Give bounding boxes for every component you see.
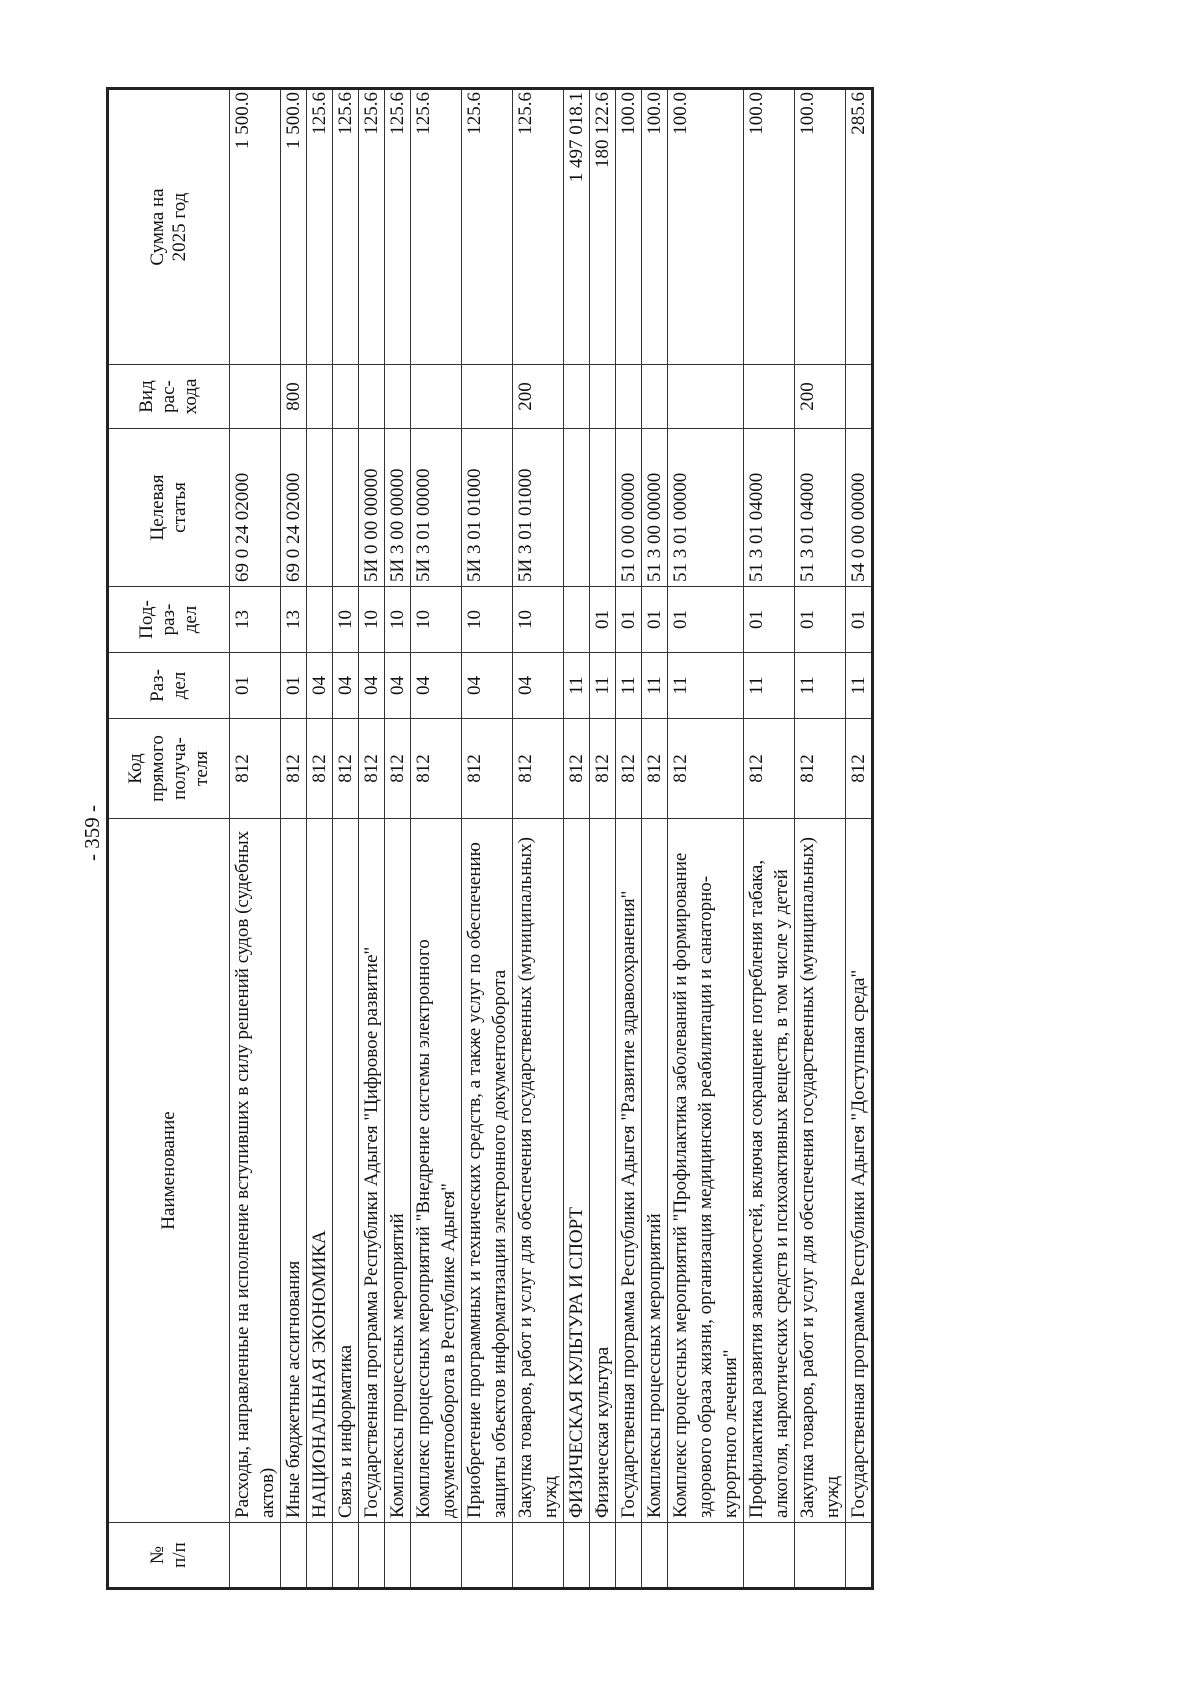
cell-num (795, 1523, 846, 1589)
cell-recipient-code: 812 (564, 719, 590, 819)
cell-recipient-code: 812 (642, 719, 668, 819)
cell-section: 04 (307, 653, 333, 719)
cell-target-article: 54 0 00 00000 (846, 429, 873, 587)
header-num: № п/п (108, 1523, 230, 1589)
table-row (462, 89, 513, 1589)
cell-name: Государственная программа Республики Адыгея "Развитие здравоохранения" (616, 819, 642, 1523)
cell-expense-type (307, 365, 333, 429)
cell-target-article (307, 429, 333, 587)
table-row (513, 89, 564, 1589)
cell-subsection: 10 (462, 587, 513, 653)
cell-recipient-code: 812 (230, 719, 281, 819)
cell-target-article: 51 3 01 04000 (795, 429, 846, 587)
cell-expense-type (385, 365, 411, 429)
cell-recipient-code: 812 (281, 719, 307, 819)
cell-num (281, 1523, 307, 1589)
cell-target-article: 5И 3 01 01000 (513, 429, 564, 587)
table-body (230, 89, 873, 1589)
cell-num (513, 1523, 564, 1589)
header-section: Раз- дел (108, 653, 230, 719)
cell-expense-type (642, 365, 668, 429)
cell-target-article: 5И 3 00 00000 (385, 429, 411, 587)
cell-num (616, 1523, 642, 1589)
cell-section: 11 (795, 653, 846, 719)
cell-section: 01 (281, 653, 307, 719)
cell-recipient-code: 812 (359, 719, 385, 819)
cell-num (590, 1523, 616, 1589)
table-row (846, 89, 873, 1589)
header-target-article: Целевая статья (108, 429, 230, 587)
cell-num (359, 1523, 385, 1589)
table-row (385, 89, 411, 1589)
cell-expense-type: 200 (795, 365, 846, 429)
cell-amount: 125.6 (385, 89, 411, 365)
cell-num (385, 1523, 411, 1589)
cell-amount: 100.0 (668, 89, 744, 365)
cell-amount: 180 122.6 (590, 89, 616, 365)
cell-target-article: 51 3 01 04000 (744, 429, 795, 587)
header-amount-2025: Сумма на 2025 год (108, 89, 230, 365)
cell-recipient-code: 812 (411, 719, 462, 819)
cell-expense-type (411, 365, 462, 429)
table-header-row (108, 89, 230, 1589)
cell-subsection: 01 (590, 587, 616, 653)
cell-subsection: 01 (744, 587, 795, 653)
cell-name: Закупка товаров, работ и услуг для обеспечения государственных (муниципальных) нужд (795, 819, 846, 1523)
page-number: - 359 - (80, 805, 104, 861)
cell-expense-type (462, 365, 513, 429)
table-row (281, 89, 307, 1589)
cell-section: 11 (744, 653, 795, 719)
cell-name: Иные бюджетные ассигнования (281, 819, 307, 1523)
table-row (590, 89, 616, 1589)
cell-amount: 125.6 (307, 89, 333, 365)
cell-recipient-code: 812 (307, 719, 333, 819)
cell-num (642, 1523, 668, 1589)
cell-name: Комплекс процессных мероприятий "Внедрение системы электронного документооборота в Республике Адыгея" (411, 819, 462, 1523)
cell-amount: 125.6 (333, 89, 359, 365)
cell-num (307, 1523, 333, 1589)
table-row (744, 89, 795, 1589)
table-row (411, 89, 462, 1589)
table-row (564, 89, 590, 1589)
cell-amount: 285.6 (846, 89, 873, 365)
cell-name: Расходы, направленные на исполнение вступивших в силу решений судов (судебных актов) (230, 819, 281, 1523)
cell-name: Профилактика развития зависимостей, включая сокращение потребления табака, алкоголя, наркотических средств и психоактивных веществ, в том числе у детей (744, 819, 795, 1523)
cell-section: 11 (642, 653, 668, 719)
cell-section: 04 (333, 653, 359, 719)
table-row (795, 89, 846, 1589)
cell-expense-type (333, 365, 359, 429)
header-subsection: Под- раз- дел (108, 587, 230, 653)
cell-recipient-code: 812 (846, 719, 873, 819)
cell-target-article (590, 429, 616, 587)
cell-recipient-code: 812 (616, 719, 642, 819)
cell-name: Комплексы процессных мероприятий (642, 819, 668, 1523)
cell-target-article (564, 429, 590, 587)
cell-subsection: 01 (795, 587, 846, 653)
cell-name: Государственная программа Республики Адыгея "Цифровое развитие" (359, 819, 385, 1523)
cell-recipient-code: 812 (385, 719, 411, 819)
cell-amount: 125.6 (359, 89, 385, 365)
cell-subsection: 01 (616, 587, 642, 653)
table-row (333, 89, 359, 1589)
cell-target-article: 51 0 00 00000 (616, 429, 642, 587)
cell-amount: 100.0 (795, 89, 846, 365)
cell-subsection: 13 (281, 587, 307, 653)
cell-section: 04 (513, 653, 564, 719)
cell-section: 04 (359, 653, 385, 719)
cell-name: НАЦИОНАЛЬНАЯ ЭКОНОМИКА (307, 819, 333, 1523)
header-recipient-code: Код прямого получа- теля (108, 719, 230, 819)
cell-recipient-code: 812 (744, 719, 795, 819)
cell-target-article: 51 3 01 00000 (668, 429, 744, 587)
cell-subsection: 13 (230, 587, 281, 653)
cell-num (846, 1523, 873, 1589)
cell-num (462, 1523, 513, 1589)
cell-expense-type (668, 365, 744, 429)
cell-amount: 100.0 (616, 89, 642, 365)
cell-subsection: 01 (642, 587, 668, 653)
table-row (230, 89, 281, 1589)
cell-section: 04 (385, 653, 411, 719)
cell-name: Физическая культура (590, 819, 616, 1523)
cell-amount: 1 497 018.1 (564, 89, 590, 365)
cell-amount: 125.6 (462, 89, 513, 365)
cell-num (668, 1523, 744, 1589)
cell-expense-type (590, 365, 616, 429)
cell-target-article: 69 0 24 02000 (281, 429, 307, 587)
cell-expense-type (744, 365, 795, 429)
cell-amount: 100.0 (744, 89, 795, 365)
table-row (668, 89, 744, 1589)
cell-expense-type (230, 365, 281, 429)
table-row (307, 89, 333, 1589)
cell-section: 11 (616, 653, 642, 719)
cell-recipient-code: 812 (795, 719, 846, 819)
cell-subsection: 10 (359, 587, 385, 653)
cell-section: 01 (230, 653, 281, 719)
cell-name: Связь и информатика (333, 819, 359, 1523)
cell-target-article: 69 0 24 02000 (230, 429, 281, 587)
cell-subsection: 01 (668, 587, 744, 653)
table-row (616, 89, 642, 1589)
cell-num (744, 1523, 795, 1589)
cell-amount: 1 500.0 (230, 89, 281, 365)
cell-amount: 1 500.0 (281, 89, 307, 365)
cell-num (230, 1523, 281, 1589)
cell-section: 04 (462, 653, 513, 719)
cell-recipient-code: 812 (590, 719, 616, 819)
cell-subsection: 10 (411, 587, 462, 653)
cell-expense-type (359, 365, 385, 429)
cell-target-article: 5И 3 01 00000 (411, 429, 462, 587)
cell-name: Приобретение программных и технических средств, а также услуг по обеспечению защиты объектов информатизации электронного документооборота (462, 819, 513, 1523)
cell-expense-type (846, 365, 873, 429)
cell-name: Комплекс процессных мероприятий "Профилактика заболеваний и формирование здорового образа жизни, организация медицинской реабилитации и санаторно-курортного лечения" (668, 819, 744, 1523)
table-row (359, 89, 385, 1589)
cell-subsection (307, 587, 333, 653)
cell-section: 11 (846, 653, 873, 719)
cell-section: 04 (411, 653, 462, 719)
budget-table (106, 87, 874, 1590)
table-row (642, 89, 668, 1589)
cell-subsection: 10 (513, 587, 564, 653)
cell-name: Комплексы процессных мероприятий (385, 819, 411, 1523)
cell-amount: 100.0 (642, 89, 668, 365)
cell-target-article: 5И 3 01 01000 (462, 429, 513, 587)
cell-section: 11 (590, 653, 616, 719)
cell-expense-type (564, 365, 590, 429)
cell-num (564, 1523, 590, 1589)
cell-recipient-code: 812 (513, 719, 564, 819)
cell-expense-type: 200 (513, 365, 564, 429)
cell-target-article (333, 429, 359, 587)
cell-section: 11 (668, 653, 744, 719)
cell-num (333, 1523, 359, 1589)
header-name: Наименование (108, 819, 230, 1523)
cell-subsection (564, 587, 590, 653)
cell-expense-type: 800 (281, 365, 307, 429)
cell-name: Государственная программа Республики Адыгея "Доступная среда" (846, 819, 873, 1523)
cell-subsection: 01 (846, 587, 873, 653)
rotated-table-frame (106, 90, 1066, 1590)
cell-recipient-code: 812 (333, 719, 359, 819)
cell-target-article: 51 3 00 00000 (642, 429, 668, 587)
cell-amount: 125.6 (411, 89, 462, 365)
cell-subsection: 10 (385, 587, 411, 653)
cell-recipient-code: 812 (462, 719, 513, 819)
cell-name: ФИЗИЧЕСКАЯ КУЛЬТУРА И СПОРТ (564, 819, 590, 1523)
cell-section: 11 (564, 653, 590, 719)
cell-recipient-code: 812 (668, 719, 744, 819)
cell-expense-type (616, 365, 642, 429)
cell-num (411, 1523, 462, 1589)
header-expense-type: Вид рас- хода (108, 365, 230, 429)
cell-name: Закупка товаров, работ и услуг для обеспечения государственных (муниципальных) нужд (513, 819, 564, 1523)
cell-amount: 125.6 (513, 89, 564, 365)
cell-target-article: 5И 0 00 00000 (359, 429, 385, 587)
cell-subsection: 10 (333, 587, 359, 653)
